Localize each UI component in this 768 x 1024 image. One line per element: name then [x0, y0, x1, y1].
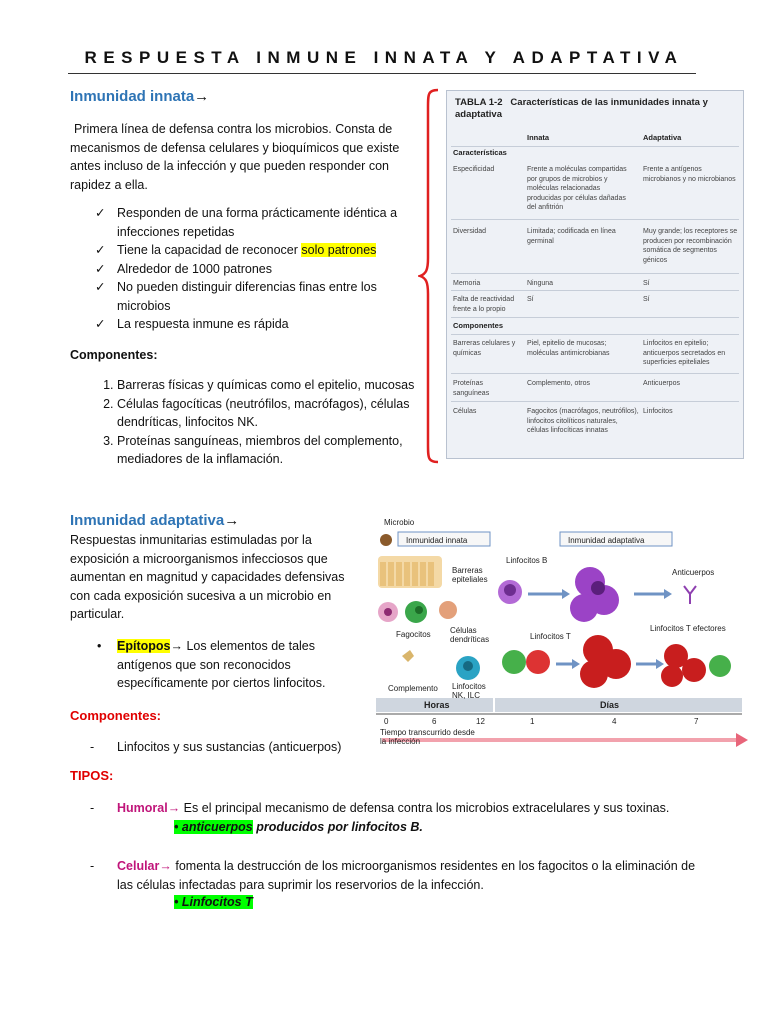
section-componentes: Componentes	[453, 321, 504, 330]
table-cell: Muy grande; los receptores se producen por recombinación somática de segmentos génicos	[643, 228, 738, 264]
adaptativa-intro: Respuestas inmunitarias estimuladas por la exposición a microorganismos infecciosos que aumentan en magnitud y capacidades defensivas con cada exposición sucesiva a un microbio en particular.	[70, 533, 345, 621]
table-cell: Anticuerpos	[643, 380, 680, 387]
checkmark-icon: ✓	[95, 261, 106, 276]
innata-heading	[70, 88, 209, 105]
list-item-text: No pueden distinguir diferencias finas entre los microbios	[117, 280, 377, 313]
linfocitos-t-text: Linfocitos T	[181, 895, 253, 909]
table-cell: Complemento, otros	[527, 380, 591, 387]
label-anticuerpos: Anticuerpos	[672, 568, 715, 577]
humoral-label: Humoral	[117, 801, 168, 815]
table-cell: Fagocitos (macrófagos, neutrófilos), linfocitos citolíticos naturales, células linfocíticas innatas	[527, 408, 639, 434]
list-item	[95, 204, 417, 241]
celular-sub	[174, 893, 253, 912]
list-item	[95, 260, 417, 279]
label-fagocitos: Fagocitos	[396, 630, 431, 639]
epitopos-end: .	[321, 676, 326, 690]
innata-checklist	[95, 204, 417, 334]
label-nk: Linfocitos NK, ILC	[452, 682, 486, 700]
table-cell: Sí	[527, 296, 534, 303]
anticuerpos-highlight	[178, 820, 252, 834]
list-item	[95, 278, 417, 315]
table-cell: Proteínas sanguíneas	[453, 380, 490, 397]
arrow-icon: →	[159, 859, 172, 873]
table-cell: Memoria	[453, 280, 481, 287]
checkmark-icon: ✓	[95, 280, 106, 294]
adaptativa-heading-text: Inmunidad adaptativa	[70, 512, 225, 529]
table-cell: Piel, epitelio de mucosas; moléculas antimicrobianas	[527, 340, 610, 357]
highlighted-text: solo patrones	[301, 243, 377, 257]
label-adaptativa: Inmunidad adaptativa	[568, 536, 645, 545]
epitopos-text: Los elementos de tales antígenos que son reconocidos específicamente por ciertos linfocitos	[117, 639, 322, 690]
celular-text: fomenta la destrucción de los microorganismos residentes en los fagocitos o la eliminación de las células infectadas para suprimir los reservorios de la infección.	[117, 859, 696, 892]
table-cell: Sí	[643, 296, 650, 303]
label-tiempo: Tiempo transcurrido desde la infección	[380, 728, 475, 746]
table-cell: Barreras celulares y químicas	[453, 340, 516, 357]
tick-label: 1	[530, 717, 535, 726]
list-item: 1. Barreras físicas y químicas como el epitelio, mucosas	[117, 376, 417, 395]
list-item: 3. Proteínas sanguíneas, miembros del complemento, mediadores de la inflamación.	[117, 432, 417, 469]
col-header-adaptativa: Adaptativa	[643, 133, 682, 142]
dash-icon: -	[90, 801, 95, 815]
label-microbio: Microbio	[384, 518, 415, 527]
adaptativa-componentes-label: Componentes:	[70, 708, 161, 723]
innata-componentes-list	[117, 376, 417, 469]
list-item-text: La respuesta inmune es rápida	[117, 317, 289, 331]
arrow-icon: →	[224, 512, 240, 529]
label-dias: Días	[600, 700, 620, 710]
label-dendriticas: Células dendríticas	[450, 626, 490, 644]
table-cell: Especificidad	[453, 166, 495, 173]
linfocitos-t-highlight	[174, 895, 253, 909]
celular-label: Celular	[117, 859, 160, 873]
table-caption-label: TABLA 1-2	[455, 97, 503, 108]
epitopos-item	[97, 637, 347, 693]
label-horas: Horas	[424, 700, 450, 710]
epitopos-label: Epítopos	[117, 639, 171, 653]
innata-intro: Primera línea de defensa contra los microbios. Consta de mecanismos de defensa celulares y bioquímicos que existe antes incluso de la infección y que pueden responder con rapidez a ella.	[70, 122, 400, 192]
bullet-icon: •	[174, 895, 179, 909]
checkmark-icon: ✓	[95, 206, 106, 220]
tick-label: 7	[694, 717, 699, 726]
humoral-sub	[174, 818, 423, 837]
tick-label: 4	[612, 717, 617, 726]
tick-label: 12	[476, 717, 485, 726]
innata-componentes-label: Componentes:	[70, 348, 158, 362]
tick-label: 0	[384, 717, 389, 726]
table-cell: Frente a antígenos microbianos y no microbianos	[643, 166, 736, 183]
bullet-icon: •	[174, 820, 179, 834]
comparison-table	[446, 90, 744, 459]
checkmark-icon: ✓	[95, 317, 106, 331]
list-item	[95, 315, 417, 334]
table-caption	[455, 97, 743, 121]
arrow-icon: →	[170, 639, 183, 653]
arrow-icon: →	[167, 801, 181, 815]
bullet-icon: •	[97, 639, 102, 653]
section-caracteristicas: Características	[453, 148, 507, 157]
page-title: RESPUESTA INMUNE INNATA Y ADAPTATIVA	[84, 48, 684, 67]
label-complemento: Complemento	[388, 684, 438, 693]
immunity-diagram	[372, 516, 750, 758]
table-cell: Diversidad	[453, 228, 487, 235]
humoral-sub-text: producidos por linfocitos B.	[252, 820, 423, 834]
arrow-icon: →	[194, 88, 210, 105]
anticuerpos-text: anticuerpos	[181, 820, 253, 834]
list-item: 2. Células fagocíticas (neutrófilos, macrófagos), células dendríticas, linfocitos NK.	[117, 395, 417, 432]
table-cell: Frente a moléculas compartidas por grupos de microbios y moléculas relacionadas producidas por células dañadas del anfitrión	[527, 166, 627, 211]
table-cell: Linfocitos	[643, 408, 673, 415]
list-item	[95, 241, 417, 260]
label-linfocitos-t: Linfocitos T	[530, 632, 571, 641]
brace-icon	[418, 88, 442, 464]
label-barreras: Barreras epiteliales	[452, 566, 488, 584]
list-item-text: Responden de una forma prácticamente idéntica a infecciones repetidas	[117, 206, 398, 239]
dash-icon: -	[90, 740, 95, 754]
table-caption-text: Características de las inmunidades innata y adaptativa	[455, 97, 708, 120]
checkmark-icon: ✓	[95, 243, 106, 257]
humoral-item	[117, 799, 717, 818]
humoral-text: Es el principal mecanismo de defensa contra los microbios extracelulares y sus toxinas.	[180, 801, 670, 815]
table-cell: Falta de reactividad frente a lo propio	[453, 296, 515, 313]
adaptativa-componente: Linfocitos y sus sustancias (anticuerpos)	[117, 740, 342, 754]
table-cell: Células	[453, 408, 477, 415]
tick-label: 6	[432, 717, 437, 726]
celular-item	[117, 857, 707, 894]
innata-heading-text: Inmunidad innata	[70, 88, 195, 105]
adaptativa-heading	[70, 512, 239, 529]
table-cell: Linfocitos en epitelio; anticuerpos secretados en superficies epiteliales	[643, 340, 726, 366]
label-innata: Inmunidad innata	[406, 536, 468, 545]
label-linfocitos-b: Linfocitos B	[506, 556, 548, 565]
table-cell: Ninguna	[527, 280, 554, 287]
table-cell: Limitada; codificada en línea germinal	[527, 228, 616, 245]
title-divider	[68, 73, 696, 74]
label-efectores: Linfocitos T efectores	[650, 624, 726, 633]
table-cell: Sí	[643, 280, 650, 287]
list-item-text: Alrededor de 1000 patrones	[117, 261, 272, 276]
tipos-label: TIPOS:	[70, 768, 114, 783]
col-header-innata: Innata	[527, 133, 550, 142]
dash-icon: -	[90, 859, 95, 873]
list-item-text: Tiene la capacidad de reconocer	[117, 243, 302, 257]
